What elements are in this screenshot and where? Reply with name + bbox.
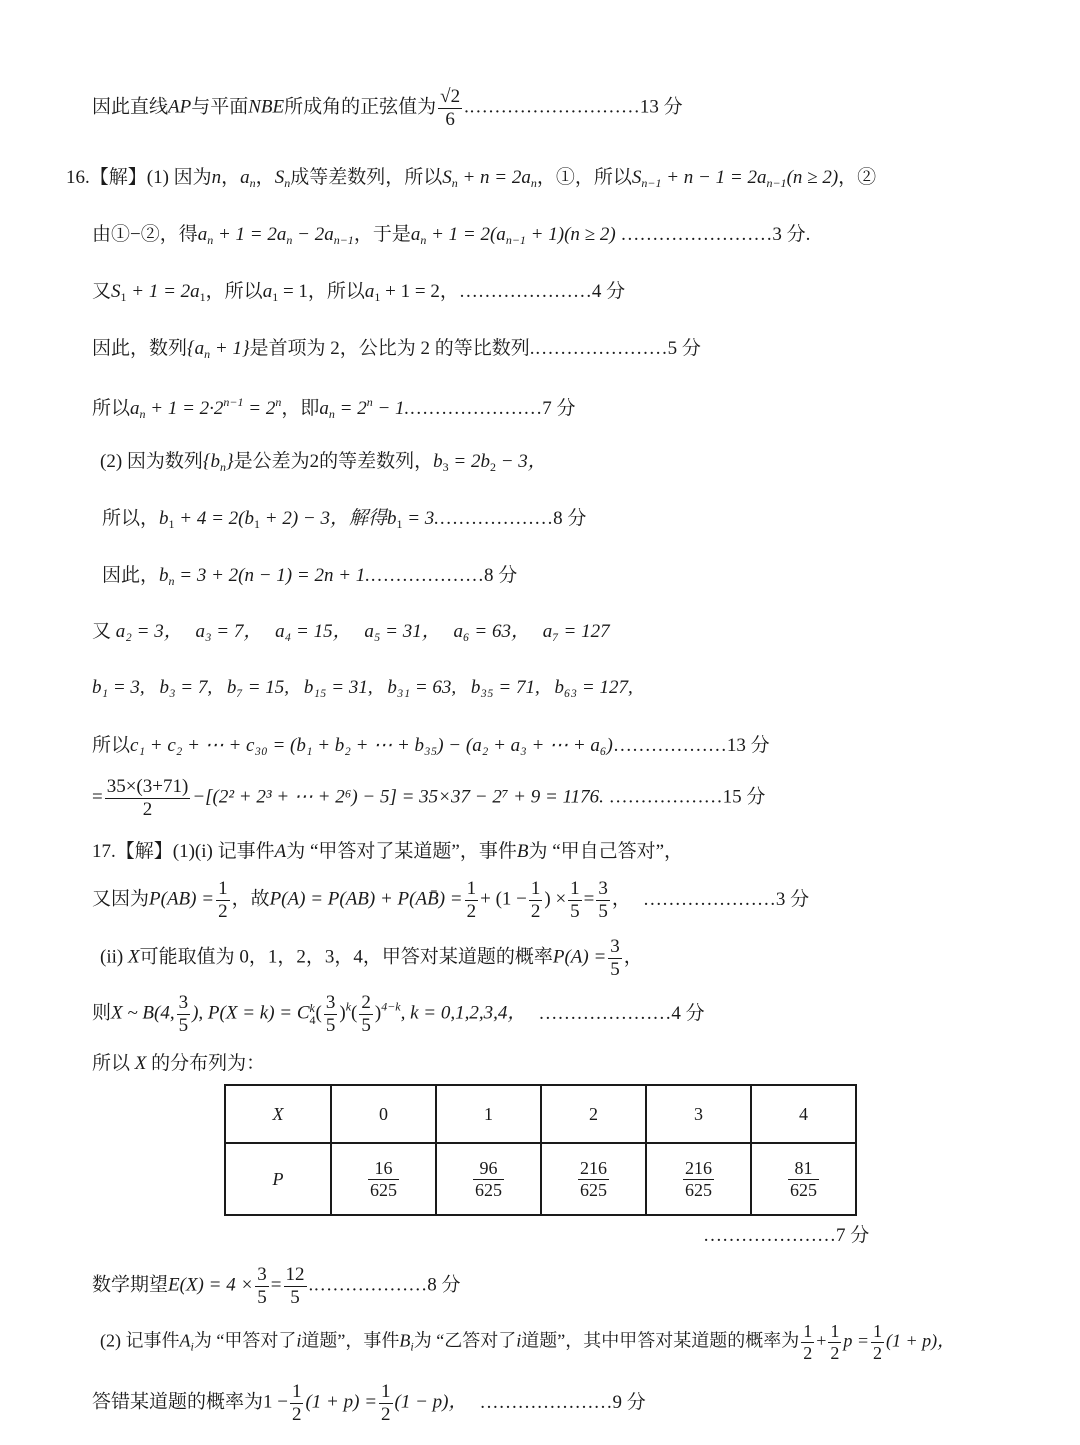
math-expr: 1 − — [263, 1391, 288, 1413]
text: 为 “甲答对了 — [193, 1330, 297, 1351]
denominator: 5 — [610, 958, 620, 980]
math-expr: X ~ B(4, — [111, 1002, 175, 1024]
numerator: 3 — [257, 1264, 267, 1285]
p17-line-3 — [100, 936, 643, 981]
score-marker: ……………………3 分. — [615, 224, 811, 245]
p16-line-1 — [66, 168, 876, 189]
text: (2) 记事件 — [100, 1330, 180, 1351]
math-var: a — [364, 281, 375, 302]
table-row — [225, 1143, 856, 1215]
math-expr: c₁ + c₂ + ⋯ + c₃₀ = (b₁ + b₂ + ⋯ + b₃₅) − (a₂ + a₃ + ⋯ + a₆) — [130, 735, 613, 756]
math-var: S — [111, 281, 121, 302]
text: ，①，所以 — [536, 167, 632, 188]
math-expr: (1 + p)， — [886, 1330, 956, 1351]
math-var: NBE — [248, 96, 285, 118]
math-expr: , k = 0,1,2,3,4， — [400, 1002, 527, 1024]
fraction — [578, 1158, 609, 1200]
score-marker: …………………7 分 — [703, 1225, 870, 1246]
text: ， — [221, 167, 241, 188]
fraction — [608, 936, 622, 981]
text: 所以， — [102, 508, 160, 529]
numerator: 1 — [381, 1381, 391, 1402]
text: 是公差为 — [233, 451, 310, 472]
fraction — [284, 1264, 307, 1309]
math-item: b₁₅ = 31, — [303, 677, 373, 698]
math-sub: n — [204, 347, 211, 361]
text: 为 “甲答对了某道题”，事件 — [286, 841, 517, 862]
table-cell — [331, 1085, 436, 1143]
math-sup: 4−k — [381, 999, 401, 1014]
text: ，故 — [231, 888, 270, 910]
fraction — [105, 776, 191, 821]
math-sub: 2 — [489, 460, 496, 474]
math-var: b — [159, 508, 169, 529]
text: 2 — [309, 451, 320, 472]
fraction — [438, 86, 462, 131]
math-expr: ) — [339, 1002, 346, 1024]
denominator: 2 — [142, 798, 153, 820]
text: ，所以 — [205, 281, 263, 302]
math-expr: + — [816, 1330, 827, 1351]
header-value: 3 — [694, 1103, 703, 1124]
math-item: a₅ = 31， — [364, 621, 441, 642]
math-sub: n — [420, 233, 427, 247]
numerator: 216 — [685, 1157, 712, 1178]
text: 又 — [92, 281, 112, 302]
math-expr: P(A) = P(AB) + P(AB̄) = — [269, 888, 463, 910]
fraction — [359, 992, 373, 1037]
text: ，即 — [281, 398, 320, 419]
text: 则 — [92, 1002, 112, 1024]
math-expr: = — [270, 1274, 282, 1296]
numerator: 96 — [473, 1158, 504, 1180]
text: 由①−②，得 — [92, 224, 198, 245]
math-expr: + 4 = 2(b — [174, 508, 254, 529]
text: = 1，所以 — [278, 281, 365, 302]
fraction — [473, 1158, 504, 1200]
denominator: 2 — [218, 900, 228, 922]
fraction — [379, 1381, 393, 1426]
math-sub: n — [220, 460, 227, 474]
numerator: 3 — [610, 936, 620, 957]
score-marker: …………………3 分 — [642, 888, 810, 910]
denominator: 625 — [475, 1179, 502, 1200]
text: 所以 — [92, 398, 131, 419]
text: 答错某道题的概率为 — [92, 1391, 264, 1413]
math-expr: E(X) = 4 × — [168, 1274, 254, 1296]
table-cell — [436, 1143, 541, 1215]
numerator: 1 — [218, 878, 228, 899]
math-var: X — [127, 946, 140, 968]
math-sup: k — [345, 999, 352, 1014]
text: 成等差数列，所以 — [290, 167, 443, 188]
text: 因此， — [102, 565, 160, 586]
math-var: b — [433, 451, 443, 472]
math-sub: n−1 — [766, 176, 787, 190]
math-expr: + n − 1 = 2a — [661, 167, 767, 188]
text: 17.【解】(1)(i) 记事件 — [92, 841, 275, 862]
table-cell — [331, 1143, 436, 1215]
math-var: a — [319, 398, 329, 419]
line-sine-value — [92, 86, 683, 131]
text: (ii) — [100, 946, 124, 968]
math-sub: n — [168, 574, 175, 588]
denominator: 5 — [570, 900, 580, 922]
p16-line-9 — [92, 622, 610, 641]
math-expr: + n = 2a — [457, 167, 531, 188]
table-cell — [225, 1085, 331, 1143]
p17-line-2 — [92, 878, 809, 923]
p16-line-6 — [100, 452, 547, 473]
fraction — [216, 878, 230, 923]
score-marker: …………………7 分 — [409, 398, 576, 419]
math-expr: (1 − p)， — [394, 1391, 468, 1413]
math-item: a₃ = 7， — [195, 621, 263, 642]
score-marker: …………………5 分 — [534, 338, 701, 359]
numerator: 1 — [803, 1321, 813, 1341]
score-marker: ………………15 分 — [603, 786, 766, 808]
fraction — [788, 1158, 819, 1200]
fraction — [465, 878, 479, 923]
math-item: b₁ = 3, — [92, 677, 145, 698]
score-marker: ………………8 分 — [370, 565, 518, 586]
table-cell — [225, 1143, 331, 1215]
p17-line-1 — [92, 842, 683, 861]
numerator: 1 — [530, 878, 541, 899]
text: ， — [623, 946, 643, 968]
denominator: 2 — [466, 900, 477, 922]
math-expr: p = — [843, 1330, 870, 1351]
p16-line-11 — [92, 736, 770, 755]
math-sup: n — [366, 395, 373, 409]
math-expr: = — [583, 888, 595, 910]
text: 是首项为 2，公比为 2 的等比数列. — [249, 338, 535, 359]
text: 为 “甲自己答对”， — [528, 841, 684, 862]
math-expr: } — [226, 451, 234, 472]
numerator: 3 — [178, 992, 189, 1013]
text: 所以 — [92, 1053, 131, 1074]
math-expr: = 3. — [402, 508, 440, 529]
math-expr: P(A) = — [552, 946, 607, 968]
math-sub: 1 — [199, 290, 206, 304]
math-expr: + 1)(n ≥ 2) — [525, 224, 616, 245]
math-var: a — [262, 281, 273, 302]
math-sub: 1 — [120, 290, 127, 304]
math-expr: ), P(X = k) = C — [192, 1002, 310, 1024]
math-expr: ( — [351, 1002, 358, 1024]
math-item: b₃₁ = 63, — [387, 677, 457, 698]
text: ，于是 — [353, 224, 411, 245]
math-sup: n — [275, 395, 282, 409]
text: ， — [255, 167, 275, 188]
math-sub: 1 — [272, 290, 279, 304]
math-sub: n — [139, 407, 146, 421]
math-sub: 1 — [168, 517, 175, 531]
denominator: 6 — [445, 108, 455, 130]
math-sub: 4 — [309, 1013, 316, 1028]
math-expr: − 3， — [495, 451, 547, 472]
math-expr: P(AB) = — [149, 888, 215, 910]
fraction — [529, 878, 543, 923]
denominator: 625 — [685, 1179, 712, 1200]
math-var: S — [442, 167, 452, 188]
table-cell — [751, 1143, 856, 1215]
fraction — [290, 1381, 304, 1426]
math-expr: + 1 = 2·2 — [145, 398, 224, 419]
math-item: b₃₅ = 71, — [470, 677, 540, 698]
text: 的等差数列， — [319, 451, 434, 472]
math-item: b₃ = 7, — [159, 677, 213, 698]
math-expr: (n ≥ 2) — [786, 167, 839, 188]
table-cell — [436, 1085, 541, 1143]
table-row — [225, 1085, 856, 1143]
numerator: 1 — [291, 1381, 302, 1402]
numerator: 1 — [830, 1321, 840, 1341]
header-value: 2 — [589, 1103, 598, 1124]
score-marker: …………………4 分 — [538, 1002, 705, 1024]
denominator: 2 — [381, 1403, 391, 1425]
math-expr: {a — [187, 338, 205, 359]
math-expr: ) × — [544, 888, 567, 910]
math-expr: −[(2² + 2³ + ⋯ + 2⁶) − 5] = 35×37 − 2⁷ + 9 = 1176. — [192, 786, 604, 808]
p17-line-6 — [703, 1226, 869, 1245]
score-marker: .………………………13 分 — [464, 96, 683, 118]
p16-line-4 — [92, 339, 701, 360]
text: 为 “乙答对了 — [413, 1330, 517, 1351]
math-expr: ( — [315, 1002, 322, 1024]
p16-line-8 — [102, 566, 517, 587]
p17-line-5 — [92, 1054, 265, 1073]
p16-line-12 — [92, 776, 765, 821]
numerator: 216 — [580, 1157, 607, 1178]
math-sub: n−1 — [641, 176, 662, 190]
fraction — [368, 1158, 399, 1200]
numerator: 1 — [466, 878, 477, 899]
text: 因此直线 — [92, 96, 169, 118]
table-cell — [541, 1143, 646, 1215]
math-var: A — [274, 841, 287, 862]
text: 的分布列为： — [151, 1053, 266, 1074]
denominator: 5 — [598, 900, 608, 922]
header-value: 4 — [799, 1103, 808, 1124]
math-item: a₇ = 127 — [542, 621, 610, 642]
numerator: 1 — [873, 1321, 883, 1341]
math-expr: + 1 = 2a — [213, 224, 287, 245]
math-expr: ) — [374, 1002, 382, 1024]
math-sub: n — [328, 407, 335, 421]
fraction — [683, 1158, 714, 1200]
denominator: 5 — [178, 1014, 189, 1036]
text: 16.【解】(1) 因为 — [66, 167, 212, 188]
math-item: a₂ = 3， — [115, 621, 183, 642]
score-marker: ………………8 分 — [439, 508, 587, 529]
math-expr: + 1 = 2a — [126, 281, 200, 302]
math-expr: = 2b — [448, 451, 490, 472]
math-var: i — [516, 1330, 522, 1351]
fraction — [801, 1321, 814, 1363]
math-var: b — [386, 508, 397, 529]
numerator: 35×(3+71) — [106, 776, 189, 797]
table-cell — [646, 1085, 751, 1143]
score-marker: ………………13 分 — [612, 735, 770, 756]
numerator: 81 — [788, 1158, 819, 1180]
text: 数学期望 — [92, 1274, 169, 1296]
math-var: n — [211, 167, 222, 188]
fraction — [255, 1264, 269, 1309]
row-label: P — [272, 1168, 284, 1189]
math-expr: − 2a — [292, 224, 334, 245]
math-sub: n — [207, 233, 214, 247]
math-sup: n−1 — [223, 395, 244, 409]
math-item: b₇ = 15, — [226, 677, 290, 698]
text: 道题”，其中甲答对某道题的概率为 — [521, 1330, 800, 1351]
math-expr: + 1} — [210, 338, 250, 359]
p16-line-2 — [92, 225, 810, 246]
text: ，② — [838, 167, 877, 188]
score-marker: …………………9 分 — [479, 1391, 646, 1413]
math-sub: n — [286, 233, 293, 247]
numerator: 12 — [285, 1264, 305, 1285]
denominator: 5 — [290, 1286, 300, 1308]
math-expr: + 2) − 3，解得 — [260, 508, 387, 529]
math-expr: + (1 − — [480, 888, 527, 910]
header-value: 1 — [484, 1103, 493, 1124]
numerator: 2 — [361, 992, 371, 1013]
math-expr: (1 + p) = — [305, 1391, 378, 1413]
numerator: 3 — [325, 992, 336, 1013]
math-item: a₄ = 15， — [275, 621, 352, 642]
denominator: 2 — [873, 1342, 883, 1363]
math-var: S — [631, 167, 642, 188]
fraction — [871, 1321, 884, 1363]
math-sub: n — [249, 176, 256, 190]
table-cell — [646, 1143, 751, 1215]
p17-line-8 — [100, 1321, 955, 1363]
text: 因此，数列 — [92, 338, 188, 359]
text: (2) 因为数列 — [100, 451, 203, 472]
math-var: B — [516, 841, 529, 862]
math-expr: − 1. — [372, 398, 410, 419]
math-var: a — [197, 224, 208, 245]
denominator: 2 — [291, 1403, 302, 1425]
math-sub: n — [451, 176, 458, 190]
denominator: 5 — [361, 1014, 371, 1036]
math-sub: 1 — [374, 290, 381, 304]
numerator: √2 — [440, 86, 461, 107]
p17-line-9 — [92, 1381, 646, 1426]
math-expr: {b — [202, 451, 221, 472]
math-var: a — [240, 167, 250, 188]
fraction — [177, 992, 191, 1037]
text: 又因为 — [92, 888, 150, 910]
math-sub: n — [284, 176, 291, 190]
math-sub: 1 — [254, 517, 260, 531]
math-expr: + 1 = 2(a — [426, 224, 506, 245]
score-marker: …………………4 分 — [458, 281, 626, 302]
denominator: 2 — [530, 900, 541, 922]
denominator: 625 — [790, 1179, 817, 1200]
math-var: A — [179, 1330, 191, 1351]
table-cell — [751, 1085, 856, 1143]
math-sub: n−1 — [333, 233, 354, 247]
denominator: 2 — [803, 1342, 813, 1363]
numerator: 16 — [368, 1158, 399, 1180]
fraction — [828, 1321, 841, 1363]
fraction — [324, 992, 338, 1037]
math-item: a₆ = 63， — [453, 621, 530, 642]
text: 道题”，事件 — [301, 1330, 400, 1351]
math-item: b₆₃ = 127, — [554, 677, 633, 698]
fraction — [596, 878, 610, 923]
denominator: 5 — [257, 1286, 267, 1308]
math-expr: = 2 — [243, 398, 276, 419]
p16-line-10 — [92, 678, 633, 697]
fraction — [568, 878, 582, 923]
math-sub: n — [530, 176, 537, 190]
math-var: AP — [168, 96, 192, 118]
text: 又 — [92, 621, 112, 642]
text: + 1 = 2， — [380, 281, 459, 302]
p16-line-7 — [102, 509, 586, 530]
math-sub: 1 — [396, 517, 403, 531]
distribution-table — [224, 1084, 857, 1216]
p16-line-3 — [92, 282, 625, 303]
math-sub: n−1 — [505, 233, 526, 247]
text: 所成角的正弦值为 — [284, 96, 437, 118]
math-var: a — [410, 224, 421, 245]
score-marker: ………………8 分 — [313, 1274, 461, 1296]
math-sub: i — [410, 1339, 414, 1354]
text: 所以 — [92, 735, 131, 756]
math-var: b — [159, 565, 169, 586]
numerator: 3 — [598, 878, 608, 899]
math-var: X — [134, 1053, 147, 1074]
header-var: X — [272, 1103, 284, 1124]
math-var: i — [296, 1330, 302, 1351]
denominator: 625 — [370, 1179, 397, 1200]
p17-line-4 — [92, 992, 705, 1037]
header-value: 0 — [379, 1103, 388, 1124]
text: . — [308, 1274, 314, 1296]
p17-line-7 — [92, 1264, 461, 1309]
math-sub: i — [190, 1339, 194, 1354]
text: 与平面 — [191, 96, 249, 118]
text: ， — [611, 888, 631, 910]
denominator: 5 — [325, 1014, 336, 1036]
math-expr: = — [92, 786, 103, 808]
denominator: 2 — [830, 1342, 840, 1363]
denominator: 625 — [580, 1179, 607, 1200]
math-var: B — [399, 1330, 411, 1351]
math-sub: 3 — [442, 460, 449, 474]
text: 可能取值为 0，1，2，3，4，甲答对某道题的概率 — [139, 946, 553, 968]
p16-line-5 — [92, 396, 576, 420]
math-expr: = 3 + 2(n − 1) = 2n + 1. — [174, 565, 371, 586]
math-var: a — [130, 398, 140, 419]
math-sup: k — [309, 1001, 315, 1016]
math-var: S — [274, 167, 285, 188]
math-expr: = 2 — [334, 398, 367, 419]
table-cell — [541, 1085, 646, 1143]
numerator: 1 — [570, 878, 580, 899]
